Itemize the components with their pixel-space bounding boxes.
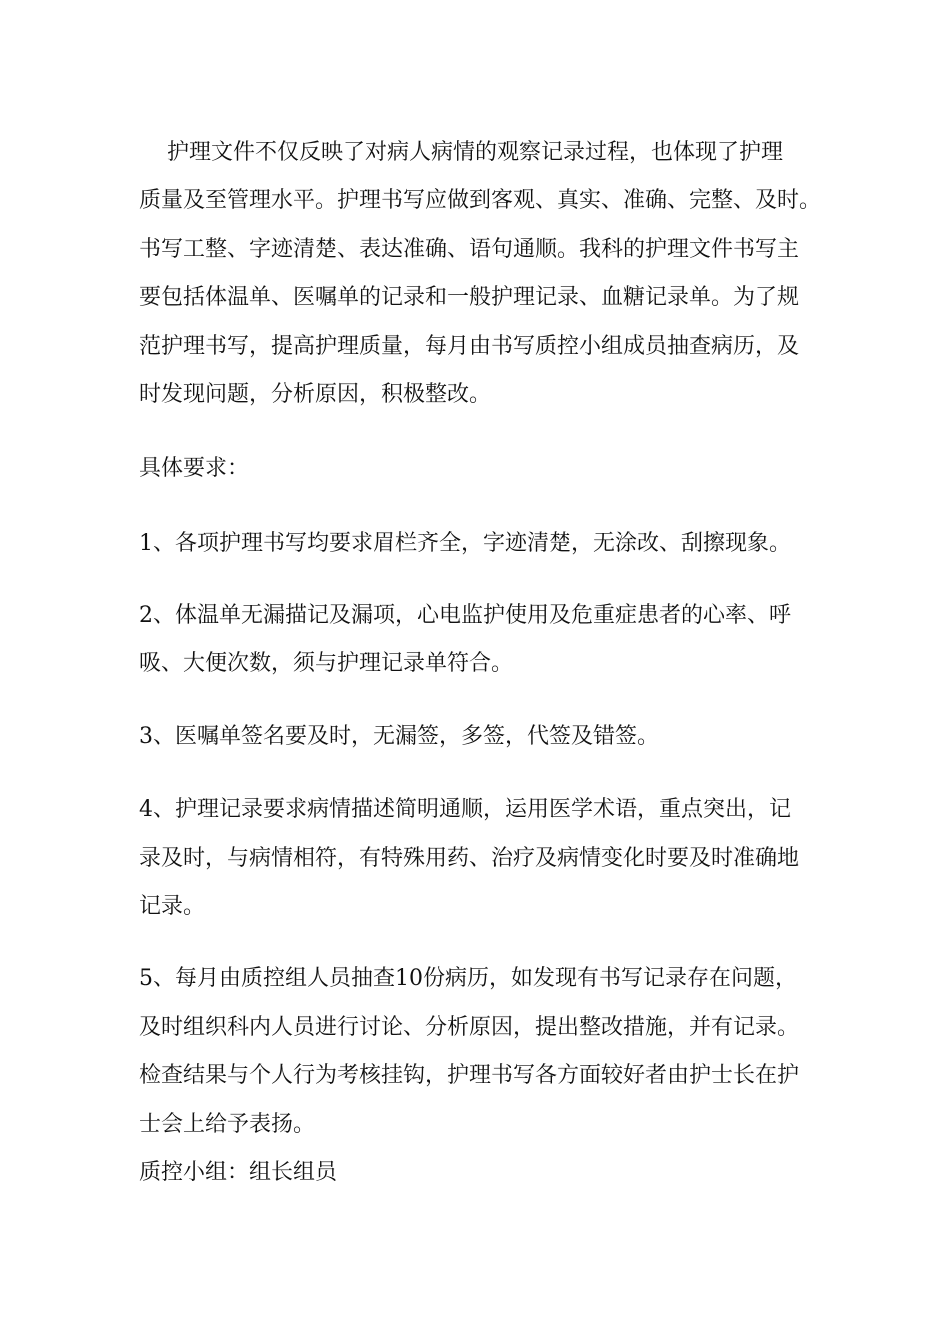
requirement-line: 5、每月由质控组人员抽查10份病历，如发现有书写记录存在问题，: [139, 966, 797, 991]
intro-line: 范护理书写，提高护理质量，每月由书写质控小组成员抽查病历，及: [139, 334, 800, 359]
intro-line: 时发现问题，分析原因，积极整改。: [139, 382, 492, 407]
intro-line: 质量及至管理水平。护理书写应做到客观、真实、准确、完整、及时。: [139, 188, 822, 213]
requirement-line: 2、体温单无漏描记及漏项，心电监护使用及危重症患者的心率、呼: [139, 603, 791, 628]
quality-control-group-line: 质控小组：组长组员: [139, 1160, 338, 1185]
intro-line: 护理文件不仅反映了对病人病情的观察记录过程，也体现了护理: [139, 140, 783, 165]
requirement-line: 录及时，与病情相符，有特殊用药、治疗及病情变化时要及时准确地: [139, 846, 800, 871]
intro-line: 要包括体温单、医嘱单的记录和一般护理记录、血糖记录单。为了规: [139, 285, 800, 310]
intro-line: 书写工整、字迹清楚、表达准确、语句通顺。我科的护理文件书写主: [139, 237, 800, 262]
requirement-line: 吸、大便次数，须与护理记录单符合。: [139, 651, 514, 676]
requirement-line: 3、医嘱单签名要及时，无漏签，多签，代签及错签。: [139, 724, 659, 749]
requirements-heading: 具体要求：: [139, 456, 250, 481]
requirement-line: 4、护理记录要求病情描述简明通顺，运用医学术语，重点突出，记: [139, 797, 791, 822]
requirement-line: 记录。: [139, 894, 206, 919]
requirement-line: 1、各项护理书写均要求眉栏齐全，字迹清楚，无涂改、刮擦现象。: [139, 531, 791, 556]
requirement-line: 士会上给予表扬。: [139, 1112, 316, 1137]
requirement-line: 及时组织科内人员进行讨论、分析原因，提出整改措施，并有记录。: [139, 1015, 800, 1040]
requirement-line: 检查结果与个人行为考核挂钩，护理书写各方面较好者由护士长在护: [139, 1063, 800, 1088]
